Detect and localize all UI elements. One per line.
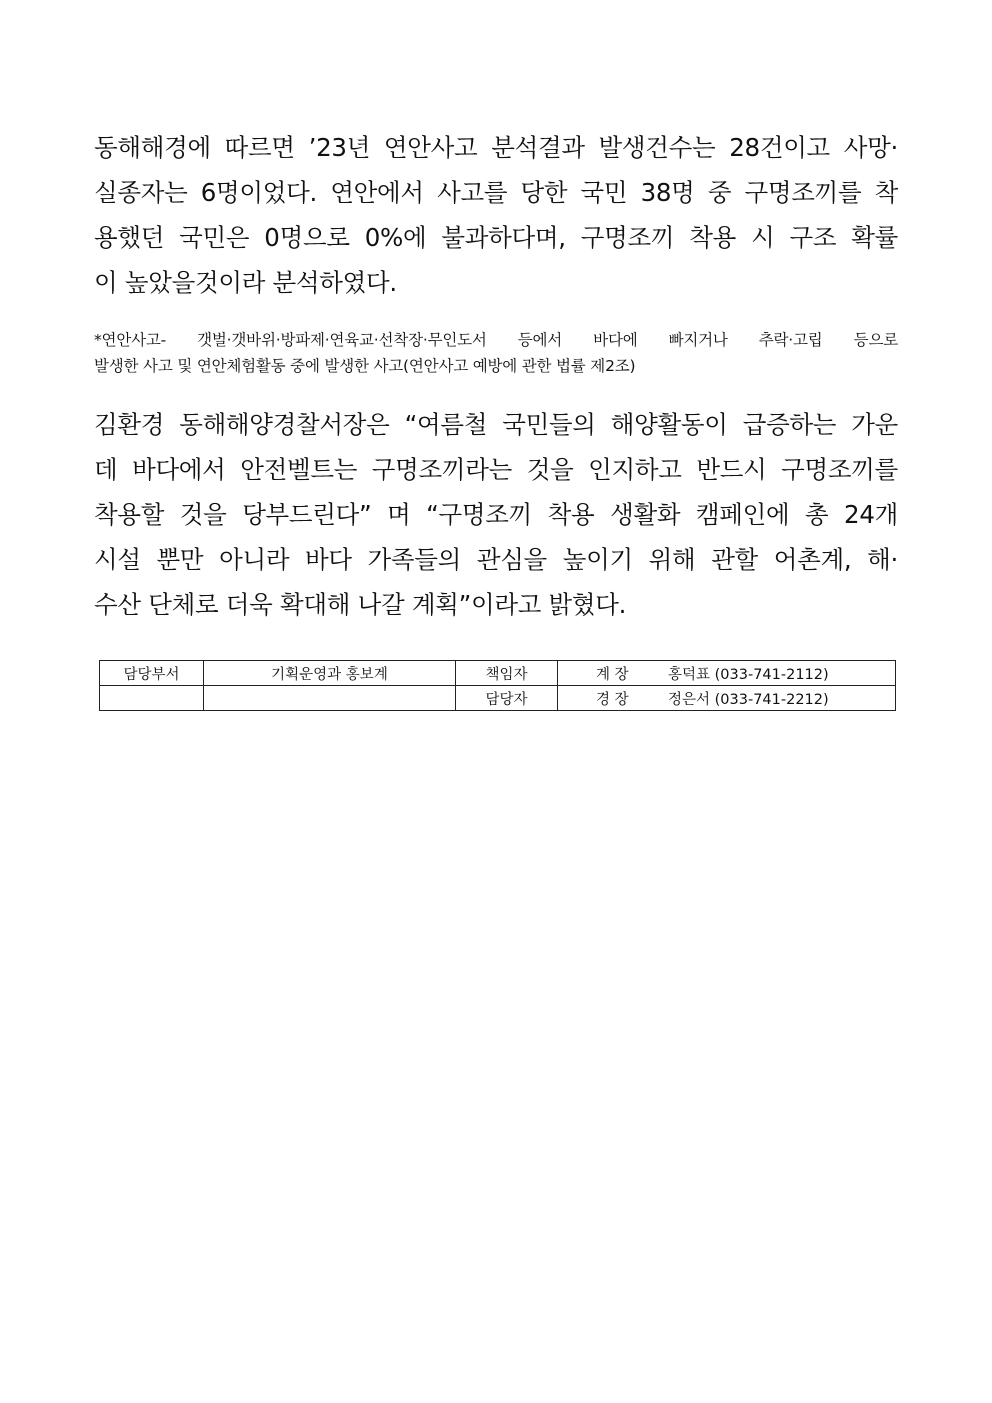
dept-label-cell: 담당부서 [100, 661, 204, 686]
paragraph-line: 수산 단체로 더욱 확대해 나갈 계획”이라고 밝혔다. [94, 590, 627, 619]
paragraph-line: 용했던 국민은 0명으로 0%에 불과하다며, 구명조끼 착용 시 구조 확률 [94, 223, 898, 252]
contact-row [100, 686, 896, 711]
paragraph-line: 이 높았을것이라 분석하였다. [94, 268, 397, 297]
person-cell [558, 686, 896, 711]
dept-value-cell: 기획운영과 홍보계 [204, 661, 456, 686]
role-cell: 책임자 [456, 661, 558, 686]
role-cell: 담당자 [456, 686, 558, 711]
paragraph-line: 김환경 동해해양경찰서장은 “여름철 국민들의 해양활동이 급증하는 가운 [94, 410, 898, 439]
paragraph-line: 실종자는 6명이었다. 연안에서 사고를 당한 국민 38명 중 구명조끼를 착 [94, 178, 898, 207]
footnote-definition [94, 327, 898, 379]
person-title: 계 장 [596, 666, 629, 683]
paragraph-line: 착용할 것을 당부드린다” 며 “구명조끼 착용 생활화 캠페인에 총 24개 [94, 500, 898, 529]
person-title: 경 장 [596, 691, 629, 708]
person-cell [558, 661, 896, 686]
paragraph-line: 데 바다에서 안전벨트는 구명조끼라는 것을 인지하고 반드시 구명조끼를 [94, 455, 898, 484]
footnote-line: 발생한 사고 및 연안체험활동 중에 발생한 사고(연안사고 예방에 관한 법률 제2조) [94, 357, 636, 375]
person-name-phone: 정은서 (033-741-2212) [668, 691, 829, 708]
paragraph-line: 동해해경에 따르면 ’23년 연안사고 분석결과 발생건수는 28건이고 사망· [94, 133, 898, 162]
contact-row [100, 661, 896, 686]
paragraph-chief-quote [94, 402, 898, 627]
contact-table [99, 660, 896, 711]
paragraph-accident-analysis [94, 125, 898, 305]
paragraph-line: 시설 뿐만 아니라 바다 가족들의 관심을 높이기 위해 관할 어촌계, 해· [94, 545, 898, 574]
empty-cell [204, 686, 456, 711]
footnote-line: *연안사고- 갯벌·갯바위·방파제·연육교·선착장·무인도서 등에서 바다에 빠지거나 추락·고립 등으로 [94, 331, 898, 349]
empty-cell [100, 686, 204, 711]
person-name-phone: 홍덕표 (033-741-2112) [668, 666, 829, 683]
